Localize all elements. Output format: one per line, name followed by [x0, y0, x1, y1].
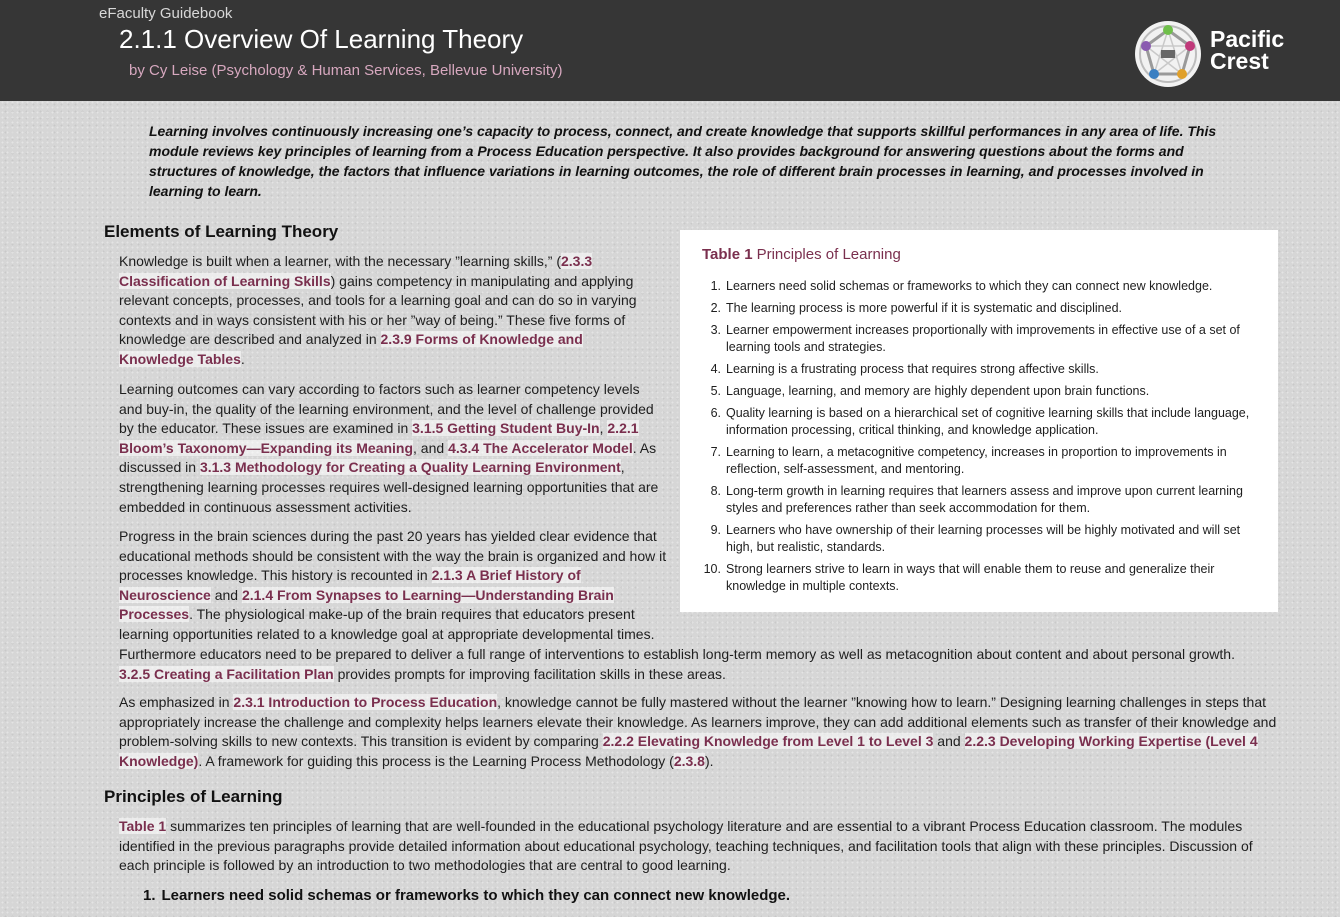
logo-line-2: Crest	[1210, 48, 1269, 74]
text-run: .	[240, 350, 245, 367]
text-run: As emphasized in	[119, 694, 234, 710]
list-item	[692, 405, 1262, 439]
link-4-3-4[interactable]: 4.3.4 The Accelerator Model	[448, 439, 633, 456]
item-number: 10.	[703, 562, 721, 576]
table-caption-label: Table 1	[702, 246, 753, 263]
author-byline: by Cy Leise (Psychology & Human Services, Bellevue University)	[129, 62, 563, 79]
list-item	[692, 483, 1262, 517]
text-run: and	[933, 733, 965, 750]
text-run: . A framework for guiding this process is the Learning Process Methodology (	[198, 752, 674, 769]
text-run: and	[210, 586, 242, 603]
link-3-2-5[interactable]: 3.2.5 Creating a Facilitation Plan	[119, 665, 334, 682]
text-run: Progress in the brain sciences during the past 20 years has yielded clear evidence that educational methods should be consistent with the way the brain is organized and how it processes knowledge. This history is recounted in	[119, 528, 667, 584]
pentagon-star-logo-icon	[1134, 18, 1204, 90]
text-run: Knowledge is built when a learner, with the necessary ”learning skills,” (	[119, 253, 561, 269]
text-run: Learning outcomes can vary according to factors such as learner competency levels and buy-in, the quality of the learning environment, and the level of challenge provided by the educator. These issues are examined in	[119, 381, 654, 437]
text-run: , strengthening learning processes requires well-designed learning opportunities that are embedded in continuous assessment activities.	[119, 459, 659, 515]
page-header	[0, 0, 1340, 101]
link-2-3-3[interactable]: 2.3.3 Classification of Learning Skills	[119, 253, 593, 289]
paragraph-learning-to-learn	[119, 693, 1291, 771]
link-2-3-1[interactable]: 2.3.1 Introduction to Process Education	[233, 694, 498, 710]
paragraph-brain-sciences-continued	[119, 645, 1289, 684]
item-text: Learner empowerment increases proportionally with improvements in effective use of a set of learning tools and strategies.	[726, 323, 1240, 354]
item-text: Quality learning is based on a hierarchical set of cognitive learning skills that include language, information processing, critical thinking, and knowledge application.	[726, 406, 1250, 437]
logo-wordmark	[1210, 28, 1284, 72]
list-item	[692, 561, 1262, 595]
text-run: , knowledge cannot be fully mastered without the learner ”knowing how to learn.” Designing learning challenges in steps that appropriately increase the challenge and complexity helps learners elevate their knowledge. As learners improve, they can add additional elements such as transfer of their knowledge and problem-solving skills to new contexts. This transition is evident by comparing	[119, 694, 1277, 750]
list-item	[692, 444, 1262, 478]
guidebook-label[interactable]: eFaculty Guidebook	[99, 5, 233, 22]
principle-text: Learners need solid schemas or frameworks to which they can connect new knowledge.	[161, 887, 791, 904]
principles-list	[692, 278, 1262, 600]
link-2-2-2[interactable]: 2.2.2 Elevating Knowledge from Level 1 to Level 3	[602, 733, 934, 750]
text-run: . As discussed in	[119, 439, 657, 476]
text-run: summarizes ten principles of learning that are well-founded in the educational psychology literature and are essential to a vibrant Process Education classroom. The modules identified in the previous paragraphs provide detailed information about educational psychology, teaching techniques, and facilitation tools that align with these principles. Discussion of each principle is followed by an introduction to two methodologies that are central to good learning.	[119, 818, 1253, 874]
item-number: 3.	[710, 323, 721, 337]
link-table-1[interactable]: Table 1	[119, 818, 167, 834]
table-caption	[702, 246, 901, 263]
text-run: provides prompts for improving facilitation skills in these areas.	[333, 665, 726, 682]
item-text: Learners need solid schemas or frameworks to which they can connect new knowledge.	[726, 279, 1213, 293]
list-item	[692, 300, 1262, 317]
paragraph-brain-sciences	[119, 527, 667, 645]
list-item	[692, 522, 1262, 556]
item-text: The learning process is more powerful if it is systematic and disciplined.	[726, 301, 1123, 315]
item-text: Long-term growth in learning requires that learners assess and improve upon current learning styles and preferences rather than seek accommodation for them.	[726, 484, 1243, 515]
link-2-3-9[interactable]: 2.3.9 Forms of Knowledge and Knowledge Tables	[119, 331, 583, 367]
module-abstract: Learning involves continuously increasing one’s capacity to process, connect, and create knowledge that supports skillful performances in any area of life. This module reviews key principles of learning from a Process Education perspective. It also provides background for answering questions about the forms and structures of knowledge, the factors that influence variations in learning outcomes, the role of different brain processes in learning, and processes involved in learning to learn.	[149, 123, 1217, 199]
text-run: ).	[704, 752, 714, 769]
item-text: Learning to learn, a metacognitive competency, increases in proportion to improvements in reflection, self-assessment, and mentoring.	[726, 445, 1227, 476]
link-3-1-5[interactable]: 3.1.5 Getting Student Buy-In	[412, 420, 600, 437]
item-number: 5.	[710, 384, 721, 398]
link-2-1-4[interactable]: 2.1.4 From Synapses to Learning—Understanding Brain Processes	[119, 586, 614, 623]
item-text: Language, learning, and memory are highly dependent upon brain functions.	[726, 384, 1150, 398]
item-number: 4.	[710, 362, 721, 376]
paragraph-knowledge	[119, 252, 649, 370]
text-run: , and	[413, 439, 449, 456]
item-number: 1.	[710, 279, 721, 293]
principle-number: 1.	[143, 887, 156, 904]
logo-line-1: Pacific	[1210, 26, 1285, 52]
paragraph-principles-intro	[119, 817, 1279, 876]
pacific-crest-logo[interactable]	[1134, 18, 1294, 90]
item-number: 6.	[710, 406, 721, 420]
item-text: Strong learners strive to learn in ways that will enable them to reuse and generalize their knowledge in multiple contexts.	[726, 562, 1215, 593]
link-2-3-8[interactable]: 2.3.8	[673, 752, 705, 769]
link-2-1-3[interactable]: 2.1.3 A Brief History of Neuroscience	[119, 567, 581, 603]
section-heading-elements: Elements of Learning Theory	[104, 222, 339, 241]
text-run: . The physiological make-up of the brain requires that educators present learning opportunities related to a knowledge goal at appropriate developmental times.	[119, 606, 655, 642]
item-text: Learning is a frustrating process that requires strong affective skills.	[726, 362, 1099, 376]
paragraph-outcomes	[119, 380, 664, 517]
table-caption-title: Principles of Learning	[756, 246, 901, 263]
list-item	[692, 278, 1262, 295]
page-title: 2.1.1 Overview Of Learning Theory	[119, 24, 524, 54]
item-number: 9.	[710, 523, 721, 537]
list-item	[692, 383, 1262, 400]
text-run: Furthermore educators need to be prepared to deliver a full range of interventions to establish long-term memory as well as metacognition about content and about personal growth.	[119, 646, 1235, 662]
list-item	[692, 361, 1262, 378]
link-3-1-3[interactable]: 3.1.3 Methodology for Creating a Quality Learning Environment	[199, 459, 621, 476]
item-number: 2.	[710, 301, 721, 315]
table-1-panel	[680, 230, 1278, 612]
item-number: 8.	[710, 484, 721, 498]
section-heading-principles: Principles of Learning	[104, 787, 283, 806]
item-text: Learners who have ownership of their learning processes will be highly motivated and will set high, but realistic, standards.	[726, 523, 1241, 554]
text-run: ) gains competency in manipulating and applying relevant concepts, processes, and tools for a learning goal and can do so in varying contexts and in ways consistent with his or her ”way of being.” These five forms of knowledge are described and analyzed in	[119, 272, 637, 348]
text-run: ,	[599, 420, 608, 437]
list-item	[692, 322, 1262, 356]
item-number: 7.	[710, 445, 721, 459]
link-2-2-3[interactable]: 2.2.3 Developing Working Expertise (Level 4 Knowledge)	[119, 733, 1258, 769]
principle-heading-1	[143, 887, 790, 904]
link-2-2-1[interactable]: 2.2.1 Bloom’s Taxonomy—Expanding its Meaning	[119, 420, 639, 456]
